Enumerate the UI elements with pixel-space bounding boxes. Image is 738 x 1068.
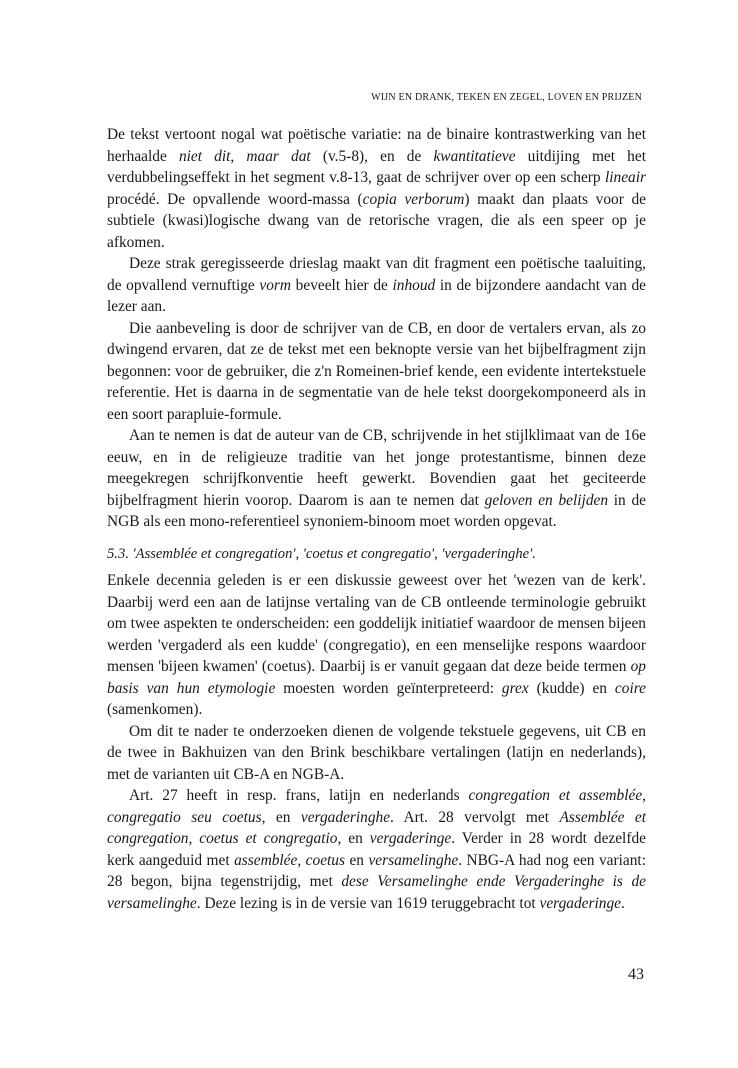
paragraph: Art. 27 heeft in resp. frans, latijn en nederlands congregation et assemblée, congregatio seu coetus, en vergaderinghe. Art. 28 vervolgt met Assemblée et congregation, coetus et congregatio, en vergaderinge. Verder in 28 wordt dezelfde kerk aangeduid met assemblée, coetus en versamelinghe. NBG-A had nog een variant: 28 begon, bijna tegenstrijdig, met dese Versamelinghe ende Vergaderinghe is de versamelinghe. Deze lezing is in de versie van 1619 teruggebracht tot vergaderinge. (107, 787, 647, 912)
paragraph: Enkele decennia geleden is er een diskussie geweest over het 'wezen van de kerk'. Daarbij werd een aan de latijnse vertaling van de CB ontleende terminologie gebruikt om twee aspekten te onderscheiden: een goddelijk initiatief waardoor de mensen bijeen werden 'vergaderd als een kudde' (congregatio), en een menselijke respons waardoor mensen 'bijeen kwamen' (coetus). Daarbij is er vanuit gegaan dat deze beide termen op basis van hun etymologie moesten worden geïnterpreteerd: grex (kudde) en coire (samenkomen). (107, 572, 646, 718)
page-number: 43 (628, 966, 644, 983)
italic-term: vergaderinge (369, 830, 452, 847)
paragraph: Deze strak geregisseerde drieslag maakt van dit fragment een poëtische taaluiting, de opvallend vernuftige vorm beveelt hier de inhoud in de bijzondere aandacht van de lezer aan. (107, 255, 646, 315)
italic-term: dese Versamelinghe ende Vergaderinghe is de versamelinghe (107, 873, 647, 912)
italic-term: kwantitatieve (433, 147, 516, 165)
paragraph: Aan te nemen is dat de auteur van de CB, schrijvende in het stijlklimaat van de 16e eeuw, en in de religieuze traditie van het jonge protestantisme, binnen deze meegekregen schrijfkonventie heeft gewerkt. Bovendien gaat het geciteerde bijbelfragment hierin voorop. Daarom is aan te nemen dat geloven en belijden in de NGB als een mono-referentieel synoniem-binoom moet worden opgevat. (107, 427, 646, 530)
italic-term: vergaderinge (539, 894, 621, 912)
running-header: WIJN EN DRANK, TEKEN EN ZEGEL, LOVEN EN PRIJZEN (371, 92, 642, 103)
italic-term: vergaderinghe (300, 808, 391, 826)
italic-term: geloven en belijden (484, 491, 609, 509)
section-heading: 5.3. 'Assemblée et congregation', 'coetus et congregatio', 'vergaderinghe'. (107, 546, 536, 562)
italic-term: Assemblée et congregation, coetus et congregatio (107, 808, 646, 847)
paragraph: De tekst vertoont nogal wat poëtische variatie: na de binaire kontrastwerking van het herhaalde niet dit, maar dat (v.5-8), en de kwantitatieve uitdijing met het verdubbelingseffekt in het segment v.8-13, gaat de schrijver over op een scherp lineair procédé. De opvallende woord-massa (copia verborum) maakt dan plaats voor de subtiele (kwasi)logische dwang van de retorische vragen, die als een speer op je afkomen. (107, 126, 646, 251)
paragraph: Om dit te nader te onderzoeken dienen de volgende tekstuele gegevens, uit CB en de twee in Bakhuizen van den Brink beschikbare vertalingen (latijn en nederlands), met de varianten uit CB-A en NGB-A. (107, 722, 646, 783)
italic-term: inhoud (392, 276, 436, 294)
italic-term: coire (614, 679, 646, 697)
body-text-upper (107, 124, 646, 533)
paragraph: Die aanbeveling is door de schrijver van de CB, en door de vertalers ervan, als zo dwingend ervaren, dat ze de tekst met een beknopte versie van het bijbelfragment zijn begonnen: voor de gebruiker, die z'n Romeinen-brief kende, een evidente intertekstuele referentie. Het is daarna in de segmentatie van de hele tekst doorgekomponeerd als in een soort parapluie-formule. (107, 319, 646, 423)
italic-term: assemblée (234, 851, 298, 869)
italic-term: vorm (259, 276, 292, 294)
italic-term: coetus (305, 851, 345, 869)
italic-term: grex (501, 679, 529, 697)
italic-term: versamelinghe (368, 851, 459, 869)
body-text-lower (107, 570, 646, 914)
italic-term: niet dit, maar dat (178, 147, 311, 165)
italic-term: lineair (604, 169, 646, 186)
italic-term: op basis van hun etymologie (107, 658, 646, 697)
italic-term: copia verborum (362, 190, 465, 208)
italic-term: congregation et assemblée, congregatio seu coetus (107, 787, 647, 826)
